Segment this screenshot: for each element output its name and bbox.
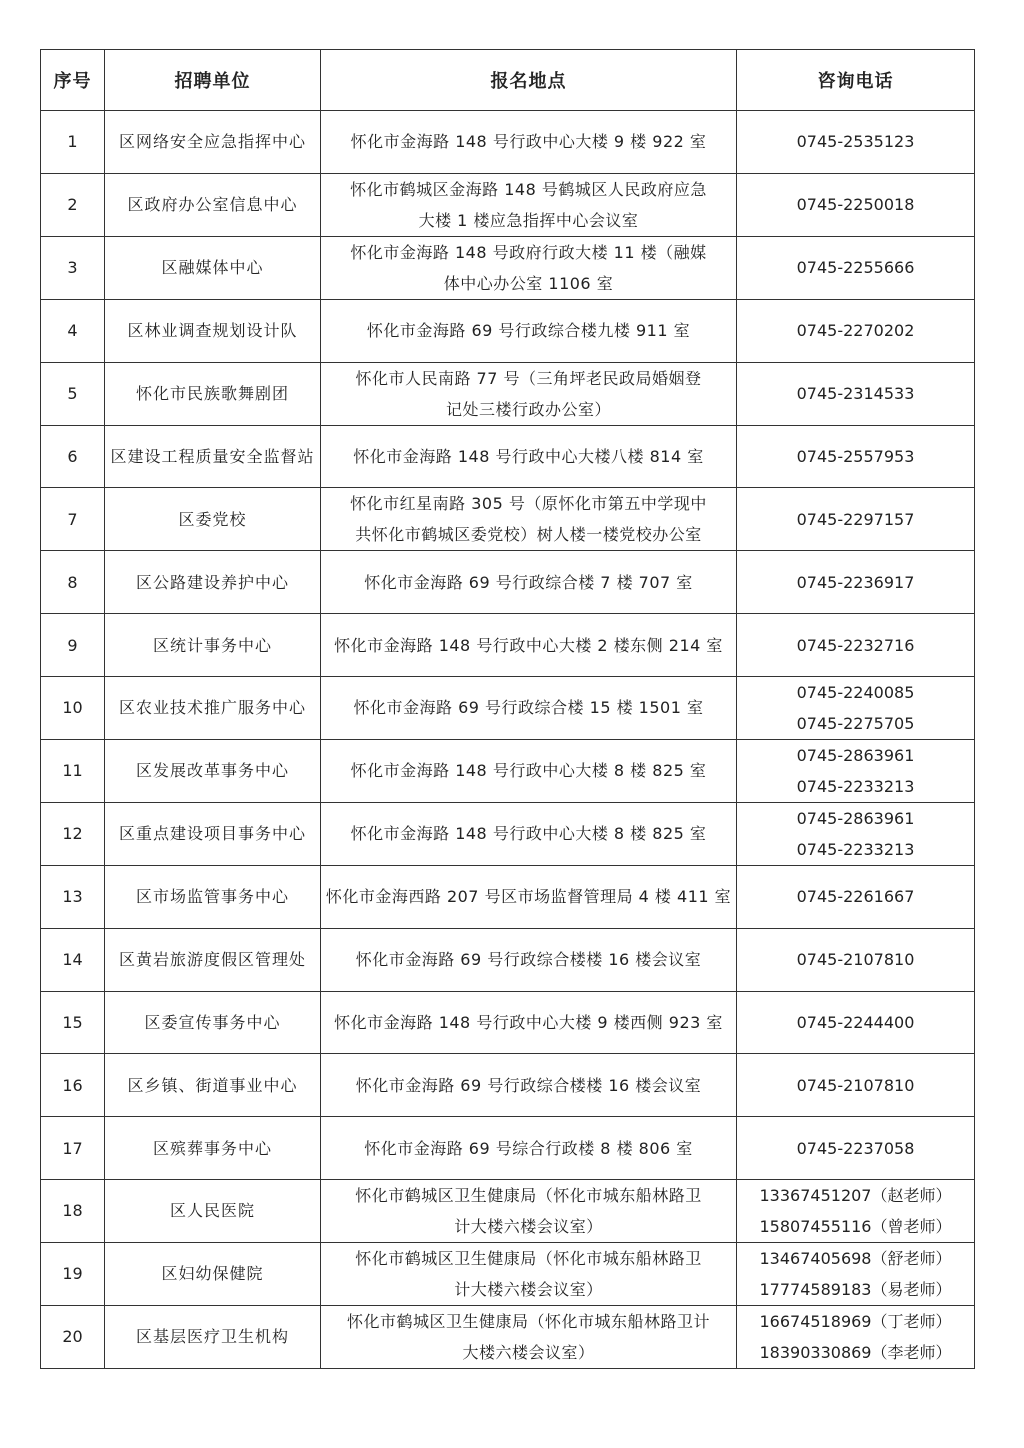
table-row [41, 739, 975, 802]
address-line: 计大楼六楼会议室） [454, 1279, 603, 1299]
recruiting-unit: 区委党校 [105, 488, 321, 551]
phone-number: 0745-2535123 [796, 132, 915, 152]
table-row [41, 299, 975, 362]
row-number: 8 [41, 551, 105, 614]
recruiting-unit: 区建设工程质量安全监督站 [105, 425, 321, 488]
consult-phone [737, 676, 975, 739]
consult-phone [737, 1179, 975, 1242]
recruiting-unit: 区黄岩旅游度假区管理处 [105, 928, 321, 991]
address-line: 怀化市金海路 69 号综合行政楼 8 楼 806 室 [364, 1138, 693, 1158]
table-row [41, 676, 975, 739]
consult-phone [737, 739, 975, 802]
phone-number: 15807455116（曾老师） [759, 1216, 952, 1236]
recruiting-unit: 区妇幼保健院 [105, 1242, 321, 1305]
row-number: 15 [41, 991, 105, 1054]
phone-number: 0745-2107810 [796, 1075, 915, 1095]
address-line: 计大楼六楼会议室） [454, 1216, 603, 1236]
phone-number: 0745-2237058 [796, 1138, 915, 1158]
table-row [41, 802, 975, 865]
recruitment-table [40, 49, 975, 1369]
address-line: 怀化市鹤城区卫生健康局（怀化市城东船林路卫 [355, 1248, 702, 1268]
table-row [41, 865, 975, 928]
recruiting-unit: 区殡葬事务中心 [105, 1117, 321, 1180]
recruiting-unit: 区公路建设养护中心 [105, 551, 321, 614]
recruiting-unit: 区农业技术推广服务中心 [105, 676, 321, 739]
table-row [41, 1305, 975, 1368]
phone-number: 0745-2250018 [796, 195, 915, 215]
table-row [41, 1117, 975, 1180]
registration-address [321, 236, 737, 299]
table-row [41, 362, 975, 425]
phone-number: 16674518969（丁老师） [759, 1311, 952, 1331]
address-line: 怀化市金海路 148 号行政中心大楼八楼 814 室 [353, 446, 704, 466]
recruiting-unit: 区人民医院 [105, 1179, 321, 1242]
phone-number: 0745-2255666 [796, 258, 915, 278]
row-number: 2 [41, 173, 105, 236]
row-number: 4 [41, 299, 105, 362]
phone-number: 0745-2270202 [796, 321, 915, 341]
row-number: 3 [41, 236, 105, 299]
table-row [41, 236, 975, 299]
consult-phone [737, 1054, 975, 1117]
consult-phone [737, 551, 975, 614]
row-number: 16 [41, 1054, 105, 1117]
consult-phone [737, 865, 975, 928]
consult-phone [737, 1242, 975, 1305]
registration-address [321, 1242, 737, 1305]
registration-address [321, 425, 737, 488]
registration-address [321, 1054, 737, 1117]
phone-number: 0745-2297157 [796, 509, 915, 529]
table-row [41, 614, 975, 677]
header-unit: 招聘单位 [105, 50, 321, 111]
phone-number: 13467405698（舒老师） [759, 1248, 952, 1268]
address-line: 怀化市金海路 69 号行政综合楼楼 16 楼会议室 [355, 950, 702, 970]
registration-address [321, 551, 737, 614]
row-number: 18 [41, 1179, 105, 1242]
phone-number: 0745-2233213 [796, 776, 915, 796]
phone-number: 0745-2863961 [796, 745, 915, 765]
address-line: 怀化市金海路 148 号行政中心大楼 8 楼 825 室 [350, 824, 707, 844]
consult-phone [737, 802, 975, 865]
recruiting-unit: 怀化市民族歌舞剧团 [105, 362, 321, 425]
consult-phone [737, 299, 975, 362]
phone-number: 13367451207（赵老师） [759, 1185, 952, 1205]
header-no: 序号 [41, 50, 105, 111]
table-row [41, 425, 975, 488]
address-line: 怀化市金海路 148 号政府行政大楼 11 楼（融媒 [350, 242, 707, 262]
recruiting-unit: 区统计事务中心 [105, 614, 321, 677]
consult-phone [737, 1117, 975, 1180]
row-number: 14 [41, 928, 105, 991]
consult-phone [737, 111, 975, 174]
table-row [41, 1054, 975, 1117]
row-number: 11 [41, 739, 105, 802]
row-number: 12 [41, 802, 105, 865]
address-line: 怀化市鹤城区金海路 148 号鹤城区人民政府应急 [350, 179, 707, 199]
phone-number: 0745-2261667 [796, 887, 915, 907]
address-line: 怀化市金海路 69 号行政综合楼楼 16 楼会议室 [355, 1075, 702, 1095]
phone-number: 0745-2314533 [796, 384, 915, 404]
phone-number: 0745-2240085 [796, 682, 915, 702]
registration-address [321, 1179, 737, 1242]
phone-number: 18390330869（李老师） [759, 1342, 952, 1362]
recruiting-unit: 区发展改革事务中心 [105, 739, 321, 802]
address-line: 大楼 1 楼应急指挥中心会议室 [418, 210, 639, 230]
address-line: 怀化市鹤城区卫生健康局（怀化市城东船林路卫 [355, 1185, 702, 1205]
table-header-row [41, 50, 975, 111]
address-line: 怀化市金海路 148 号行政中心大楼 2 楼东侧 214 室 [334, 635, 723, 655]
table-row [41, 991, 975, 1054]
recruiting-unit: 区市场监管事务中心 [105, 865, 321, 928]
address-line: 怀化市金海路 69 号行政综合楼九楼 911 室 [366, 321, 691, 341]
table-row [41, 1242, 975, 1305]
registration-address [321, 1117, 737, 1180]
registration-address [321, 865, 737, 928]
address-line: 怀化市鹤城区卫生健康局（怀化市城东船林路卫计 [346, 1311, 710, 1331]
address-line: 怀化市金海路 148 号行政中心大楼 9 楼 922 室 [350, 132, 707, 152]
row-number: 10 [41, 676, 105, 739]
row-number: 13 [41, 865, 105, 928]
address-line: 记处三楼行政办公室） [445, 399, 611, 419]
registration-address [321, 739, 737, 802]
table-row [41, 1179, 975, 1242]
table-row [41, 111, 975, 174]
row-number: 7 [41, 488, 105, 551]
phone-number: 0745-2863961 [796, 808, 915, 828]
address-line: 怀化市金海路 69 号行政综合楼 7 楼 707 室 [364, 572, 693, 592]
consult-phone [737, 173, 975, 236]
table-row [41, 488, 975, 551]
consult-phone [737, 1305, 975, 1368]
registration-address [321, 173, 737, 236]
consult-phone [737, 991, 975, 1054]
registration-address [321, 802, 737, 865]
consult-phone [737, 362, 975, 425]
table-body [41, 111, 975, 1369]
address-line: 怀化市人民南路 77 号（三角坪老民政局婚姻登 [355, 368, 702, 388]
address-line: 怀化市金海路 148 号行政中心大楼 8 楼 825 室 [350, 761, 707, 781]
registration-address [321, 991, 737, 1054]
address-line: 大楼六楼会议室） [462, 1342, 595, 1362]
recruiting-unit: 区基层医疗卫生机构 [105, 1305, 321, 1368]
phone-number: 17774589183（易老师） [759, 1279, 952, 1299]
consult-phone [737, 488, 975, 551]
phone-number: 0745-2557953 [796, 446, 915, 466]
recruiting-unit: 区林业调查规划设计队 [105, 299, 321, 362]
registration-address [321, 362, 737, 425]
consult-phone [737, 236, 975, 299]
table-row [41, 173, 975, 236]
recruiting-unit: 区重点建设项目事务中心 [105, 802, 321, 865]
header-address: 报名地点 [321, 50, 737, 111]
phone-number: 0745-2233213 [796, 839, 915, 859]
phone-number: 0745-2275705 [796, 713, 915, 733]
recruiting-unit: 区网络安全应急指挥中心 [105, 111, 321, 174]
address-line: 怀化市红星南路 305 号（原怀化市第五中学现中 [350, 494, 707, 514]
table-row [41, 551, 975, 614]
phone-number: 0745-2236917 [796, 572, 915, 592]
row-number: 6 [41, 425, 105, 488]
row-number: 19 [41, 1242, 105, 1305]
consult-phone [737, 928, 975, 991]
registration-address [321, 111, 737, 174]
registration-address [321, 928, 737, 991]
recruiting-unit: 区乡镇、街道事业中心 [105, 1054, 321, 1117]
phone-number: 0745-2107810 [796, 950, 915, 970]
registration-address [321, 676, 737, 739]
registration-address [321, 614, 737, 677]
row-number: 17 [41, 1117, 105, 1180]
phone-number: 0745-2244400 [796, 1012, 915, 1032]
header-phone: 咨询电话 [737, 50, 975, 111]
consult-phone [737, 425, 975, 488]
recruiting-unit: 区融媒体中心 [105, 236, 321, 299]
consult-phone [737, 614, 975, 677]
row-number: 9 [41, 614, 105, 677]
recruiting-unit: 区委宣传事务中心 [105, 991, 321, 1054]
address-line: 怀化市金海西路 207 号区市场监督管理局 4 楼 411 室 [325, 887, 732, 907]
registration-address [321, 488, 737, 551]
address-line: 体中心办公室 1106 室 [443, 273, 614, 293]
address-line: 怀化市金海路 148 号行政中心大楼 9 楼西侧 923 室 [334, 1012, 723, 1032]
phone-number: 0745-2232716 [796, 635, 915, 655]
registration-address [321, 299, 737, 362]
table-row [41, 928, 975, 991]
registration-address [321, 1305, 737, 1368]
address-line: 共怀化市鹤城区委党校）树人楼一楼党校办公室 [355, 525, 702, 545]
recruiting-unit: 区政府办公室信息中心 [105, 173, 321, 236]
row-number: 1 [41, 111, 105, 174]
address-line: 怀化市金海路 69 号行政综合楼 15 楼 1501 室 [353, 698, 704, 718]
row-number: 20 [41, 1305, 105, 1368]
row-number: 5 [41, 362, 105, 425]
